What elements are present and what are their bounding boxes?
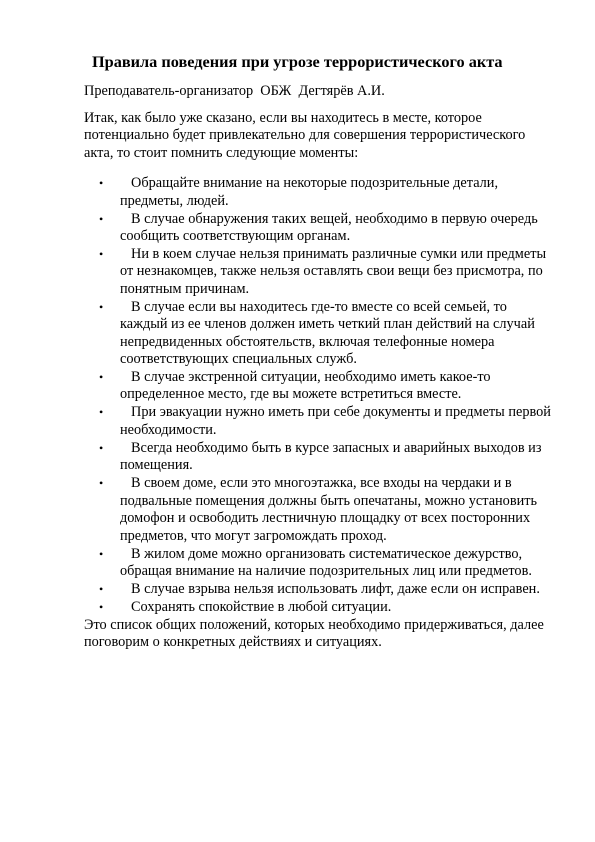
rule-text: Ни в коем случае нельзя принимать различные сумки или предметы от незнакомцев, также нельзя оставлять свои вещи без присмотра, по понятным причинам. — [120, 246, 547, 297]
list-item — [99, 210, 554, 246]
list-item — [99, 175, 554, 210]
bullet-icon: • — [99, 581, 104, 596]
bullet-icon: • — [99, 440, 104, 455]
list-item — [99, 369, 554, 404]
bullet-icon: • — [99, 211, 104, 226]
author-line: Преподаватель-организатор ОБЖ Дегтярёв А.И. — [84, 83, 385, 99]
rules-list — [84, 175, 554, 616]
list-item — [99, 598, 554, 616]
rule-text: При эвакуации нужно иметь при себе документы и предметы первой необходимости. — [120, 404, 551, 438]
bullet-icon: • — [99, 370, 104, 385]
document-title: Правила поведения при угрозе террористического акта — [92, 52, 503, 71]
bullet-icon: • — [99, 476, 104, 491]
rule-text: В случае если вы находитесь где-то вместе со всей семьей, то каждый из ее членов должен иметь четкий план действий на случай непредвиденных обстоятельств, включая телефонные номера соответствующих специальных служб. — [120, 298, 535, 368]
rule-text: Сохранять спокойствие в любой ситуации. — [131, 598, 392, 615]
bullet-icon: • — [99, 599, 104, 614]
list-item — [99, 580, 554, 598]
rule-text: В своем доме, если это многоэтажка, все входы на чердаки и в подвальные помещения должны быть опечатаны, можно установить домофон и освободить лестничную площадку от всех посторонних предметов, что могут загромождать проход. — [120, 475, 538, 544]
list-item — [99, 404, 554, 439]
list-item — [99, 439, 554, 475]
intro-paragraph: Итак, как было уже сказано, если вы находитесь в месте, которое потенциально будет привлекательно для совершения террористического акта, то стоит помнить следующие моменты: — [84, 110, 526, 161]
rule-text: Обращайте внимание на некоторые подозрительные детали, предметы, людей. — [120, 175, 499, 209]
rule-text: Всегда необходимо быть в курсе запасных и аварийных выходов из помещения. — [120, 439, 542, 474]
list-item — [99, 475, 554, 545]
rule-text: В случае обнаружения таких вещей, необходимо в первую очередь сообщить соответствующим органам. — [120, 210, 538, 245]
outro-paragraph: Это список общих положений, которых необходимо придерживаться, далее поговорим о конкретных действиях и ситуациях. — [84, 616, 544, 651]
bullet-icon: • — [99, 176, 104, 191]
rule-text: В случае экстренной ситуации, необходимо иметь какое-то определенное место, где вы можете встретиться вместе. — [120, 369, 491, 403]
list-item — [99, 246, 554, 298]
rule-text: В жилом доме можно организовать систематическое дежурство, обращая внимание на наличие подозрительных лиц или предметов. — [120, 545, 532, 579]
list-item — [99, 298, 554, 369]
bullet-icon: • — [99, 405, 104, 420]
list-item — [99, 545, 554, 581]
document-page — [84, 52, 554, 652]
bullet-icon: • — [99, 546, 104, 561]
bullet-icon: • — [99, 299, 104, 314]
bullet-icon: • — [99, 247, 104, 262]
rule-text: В случае взрыва нельзя использовать лифт, даже если он исправен. — [131, 580, 540, 597]
